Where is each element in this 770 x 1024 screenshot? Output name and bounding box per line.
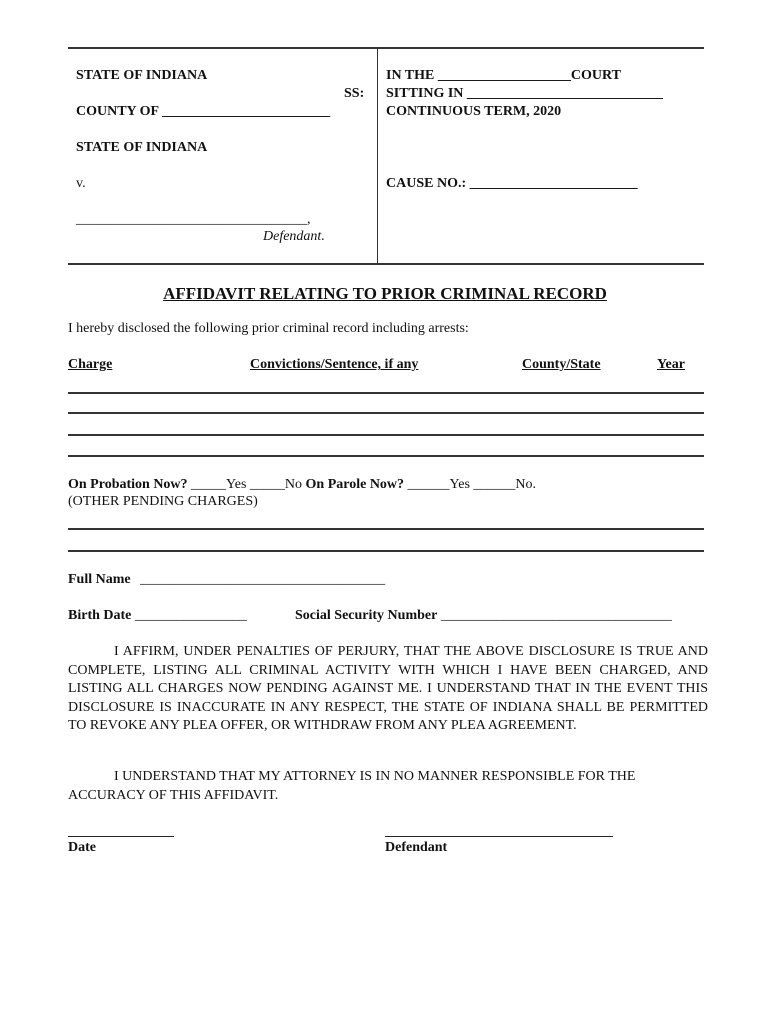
- state-party: STATE OF INDIANA: [76, 140, 208, 155]
- record-line[interactable]: [68, 392, 704, 394]
- term-label: CONTINUOUS TERM, 2020: [386, 104, 562, 119]
- header-year: Year: [657, 357, 685, 372]
- defendant-signature-label: Defendant: [385, 840, 448, 855]
- defendant-signature-line[interactable]: [385, 836, 613, 837]
- probation-options[interactable]: _____Yes _____No: [187, 477, 306, 492]
- record-line[interactable]: [68, 434, 704, 436]
- court-field[interactable]: IN THE ___________________COURT: [386, 68, 621, 83]
- parole-options[interactable]: ______Yes ______No.: [404, 477, 537, 492]
- document-title: AFFIDAVIT RELATING TO PRIOR CRIMINAL RECORD: [163, 284, 607, 303]
- sitting-field[interactable]: SITTING IN ____________________________: [386, 86, 663, 101]
- ssn-label: Social Security Number: [295, 608, 438, 623]
- pending-charges-label: (OTHER PENDING CHARGES): [68, 494, 258, 509]
- pending-line[interactable]: [68, 550, 704, 552]
- full-name-row: [68, 572, 385, 588]
- record-line[interactable]: [68, 455, 704, 457]
- attorney-disclaimer-paragraph: I UNDERSTAND THAT MY ATTORNEY IS IN NO MANNER RESPONSIBLE FOR THE ACCURACY OF THIS AFFIDAVIT.: [68, 769, 636, 803]
- caption-top-rule: [68, 47, 704, 49]
- birth-date-row: [68, 608, 247, 624]
- birth-date-label: Birth Date: [68, 608, 132, 623]
- intro-text: I hereby disclosed the following prior criminal record including arrests:: [68, 321, 469, 336]
- ss-label: SS:: [344, 86, 365, 101]
- caption-divider: [377, 48, 378, 264]
- birth-date-field[interactable]: ________________: [134, 608, 247, 623]
- caption-bottom-rule: [68, 263, 704, 265]
- defendant-caption-label: Defendant.: [263, 229, 325, 244]
- affirmation-paragraph: I AFFIRM, UNDER PENALTIES OF PERJURY, THAT THE ABOVE DISCLOSURE IS TRUE AND COMPLETE, LISTING ALL CRIMINAL ACTIVITY WITH WHICH I HAVE BEEN CHARGED, AND LISTING ALL CHARGES NOW PENDING AGAINST ME. I UNDERSTAND THAT IN THE EVENT THIS DISCLOSURE IS INACCURATE IN ANY RESPECT, THE STATE OF INDIANA SHALL BE PERMITTED TO REVOKE ANY PLEA OFFER, OR WITHDRAW FROM ANY PLEA AGREEMENT.: [68, 644, 708, 734]
- ssn-field[interactable]: _________________________________: [440, 608, 672, 623]
- full-name-field[interactable]: ___________________________________: [140, 572, 386, 587]
- date-label: Date: [68, 840, 96, 855]
- status-line: [68, 477, 536, 493]
- record-line[interactable]: [68, 412, 704, 414]
- parole-label: On Parole Now?: [305, 477, 405, 492]
- date-signature-line[interactable]: [68, 836, 174, 837]
- full-name-label: Full Name: [68, 572, 131, 587]
- county-field[interactable]: COUNTY OF ________________________: [76, 104, 331, 119]
- pending-line[interactable]: [68, 528, 704, 530]
- ssn-row: [295, 608, 672, 624]
- header-convictions: Convictions/Sentence, if any: [250, 357, 419, 372]
- state-heading: STATE OF INDIANA: [76, 68, 208, 83]
- cause-number-field[interactable]: CAUSE NO.: ________________________: [386, 176, 638, 191]
- header-charge: Charge: [68, 357, 113, 372]
- defendant-name-field[interactable]: _________________________________,: [76, 212, 311, 227]
- header-county-state: County/State: [522, 357, 601, 372]
- probation-label: On Probation Now?: [68, 477, 188, 492]
- versus-label: v.: [76, 176, 86, 191]
